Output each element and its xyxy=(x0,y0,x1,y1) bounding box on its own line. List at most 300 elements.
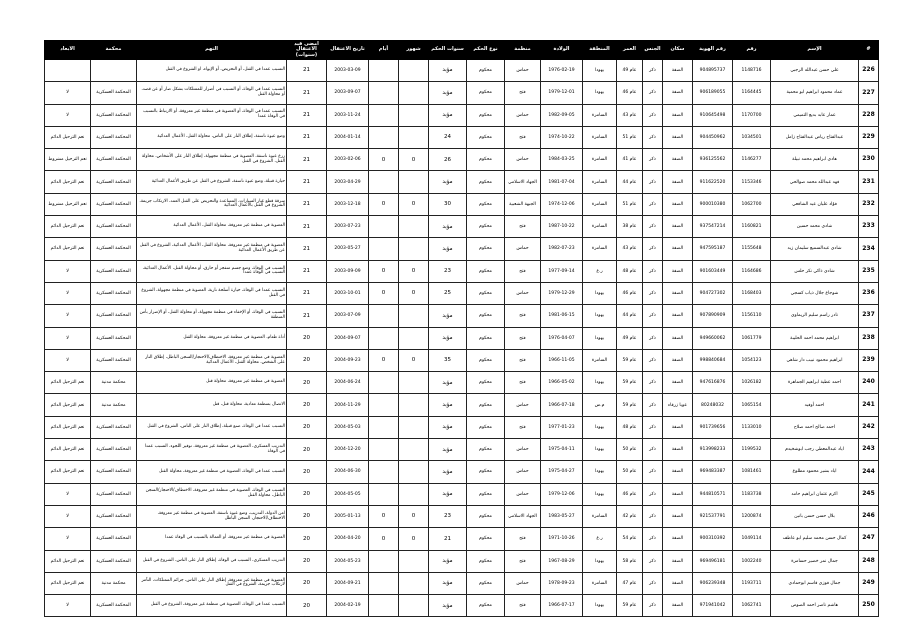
prisoner-number-cell: 1193711 xyxy=(733,572,771,594)
gender-cell: ذكر xyxy=(643,238,663,260)
detention-years-cell: 21 xyxy=(287,260,327,282)
months-cell xyxy=(399,394,429,416)
birth-date-cell: 1971-10-26 xyxy=(541,528,583,550)
sentence-type-cell: محكوم xyxy=(467,193,505,215)
prisoner-name-cell: احمد أوفيد xyxy=(771,394,859,416)
charges-cell: أداة طعام، العضوية في منظمة غير معروفة، محاولة القتل xyxy=(137,327,287,349)
birth-date-cell: 1977-01-23 xyxy=(541,416,583,438)
days-cell xyxy=(369,327,399,349)
organization-cell: فتح xyxy=(505,550,541,572)
court-cell: المحكمة العسكرية xyxy=(91,238,137,260)
prisoner-name-cell: نادر راسم سليم الريماوي xyxy=(771,305,859,327)
prisoner-name-cell: فؤاد عليان عيد الشافعي xyxy=(771,193,859,215)
header-gender: الجنس xyxy=(643,41,663,60)
arrest-date-cell: 2004-06-30 xyxy=(327,461,369,483)
age-cell: عام 46 xyxy=(617,282,643,304)
months-cell: 0 xyxy=(399,528,429,550)
court-cell: محكمة مدنية xyxy=(91,372,137,394)
row-num-cell: 234 xyxy=(859,238,879,260)
birth-date-cell: 1979-12-01 xyxy=(541,82,583,104)
detention-years-cell: 20 xyxy=(287,394,327,416)
sentence-type-cell: محكوم xyxy=(467,82,505,104)
months-cell xyxy=(399,104,429,126)
sentence-years-cell: مؤبد xyxy=(429,595,467,617)
organization-cell: حماس xyxy=(505,461,541,483)
age-cell: عام 43 xyxy=(617,104,643,126)
sentence-years-cell: 35 xyxy=(429,349,467,371)
birth-date-cell: 1979-12-29 xyxy=(541,282,583,304)
sentence-years-cell: مؤبد xyxy=(429,305,467,327)
arrest-date-cell: 2004-09-21 xyxy=(327,572,369,594)
gender-cell: ذكر xyxy=(643,550,663,572)
prisoner-name-cell: عمار عابد بديع التميمي xyxy=(771,104,859,126)
table-row xyxy=(45,416,879,438)
residence-cell: الضفة xyxy=(663,483,693,505)
sentence-type-cell: محكوم xyxy=(467,349,505,371)
header-name: الإسم xyxy=(771,41,859,60)
region-cell: م.س xyxy=(583,394,617,416)
row-num-cell: 248 xyxy=(859,550,879,572)
months-cell xyxy=(399,305,429,327)
months-cell: 0 xyxy=(399,260,429,282)
prisoners-table xyxy=(44,40,879,617)
prisoner-number-cell: 1164445 xyxy=(733,82,771,104)
id-number-cell: 904450962 xyxy=(693,126,733,148)
sentence-years-cell: مؤبد xyxy=(429,550,467,572)
court-cell: محكمة مدنية xyxy=(91,572,137,594)
region-cell: يهودا xyxy=(583,282,617,304)
table-row xyxy=(45,372,879,394)
birth-date-cell: 1976-02-19 xyxy=(541,60,583,82)
detention-years-cell: 20 xyxy=(287,528,327,550)
organization-cell: فتح xyxy=(505,327,541,349)
organization-cell: فتح xyxy=(505,595,541,617)
id-number-cell: 910645498 xyxy=(693,104,733,126)
sentence-years-cell: مؤبد xyxy=(429,82,467,104)
birth-date-cell: 1984-03-25 xyxy=(541,149,583,171)
days-cell xyxy=(369,171,399,193)
court-cell: المحكمة العسكرية xyxy=(91,550,137,572)
region-cell: يهودا xyxy=(583,82,617,104)
court-cell: المحكمة العسكرية xyxy=(91,126,137,148)
row-num-cell: 245 xyxy=(859,483,879,505)
table-row xyxy=(45,238,879,260)
prisoner-name-cell: احمد عطية ابراهيم الجماهرة xyxy=(771,372,859,394)
sentence-type-cell: محكوم xyxy=(467,282,505,304)
age-cell: عام 44 xyxy=(617,305,643,327)
sentence-years-cell: مؤبد xyxy=(429,461,467,483)
id-number-cell: 900010380 xyxy=(693,193,733,215)
days-cell: 0 xyxy=(369,260,399,282)
region-cell: يهودا xyxy=(583,416,617,438)
charges-cell: العضوية في منظمة غير معروفة، الاختطاف/الاحتجاز/السجن الباطل، إطلاق النار على الشخص، محاولة القتل، الأعمال العدائية xyxy=(137,349,287,371)
prisoner-number-cell: 1160821 xyxy=(733,216,771,238)
months-cell xyxy=(399,171,429,193)
gender-cell: ذكر xyxy=(643,572,663,594)
prisoner-number-cell: 1148716 xyxy=(733,60,771,82)
deportation-cell: نعم الترحيل الدائم xyxy=(45,126,91,148)
prisoner-number-cell: 1183738 xyxy=(733,483,771,505)
row-num-cell: 227 xyxy=(859,82,879,104)
days-cell xyxy=(369,394,399,416)
prisoner-number-cell: 1081461 xyxy=(733,461,771,483)
charges-cell: التسبب في الوفاة، العضوية في منظمة غير معروفة، الاختطاف/الاحتجاز/السجن الباطل، محاولة القتل xyxy=(137,483,287,505)
charges-cell: التسبب عمدا في الوفاة، أو العضوية في منظمة غير معروفة، أو الارتباط بالتسبب في الوفاة عمدا xyxy=(137,104,287,126)
row-num-cell: 236 xyxy=(859,282,879,304)
detention-years-cell: 21 xyxy=(287,238,327,260)
residence-cell: الضفة xyxy=(663,305,693,327)
birth-date-cell: 1982-09-05 xyxy=(541,104,583,126)
arrest-date-cell: 2004-09-07 xyxy=(327,327,369,349)
sentence-years-cell: 23 xyxy=(429,505,467,527)
birth-date-cell: 1966-07-18 xyxy=(541,394,583,416)
deportation-cell: نعم الترحيل مشروط xyxy=(45,193,91,215)
days-cell: 0 xyxy=(369,282,399,304)
days-cell xyxy=(369,216,399,238)
prisoner-name-cell: شادي عبدالسميع سليمان زيد xyxy=(771,238,859,260)
court-cell: محكمة مدنية xyxy=(91,394,137,416)
gender-cell: ذكر xyxy=(643,416,663,438)
residence-cell: الضفة xyxy=(663,349,693,371)
id-number-cell: 969496181 xyxy=(693,550,733,572)
deportation-cell: نعم الترحيل الدائم xyxy=(45,572,91,594)
prisoner-number-cell: 1034501 xyxy=(733,126,771,148)
prisoner-name-cell: اكرم عثمان ابراهيم حامد xyxy=(771,483,859,505)
detention-years-cell: 20 xyxy=(287,372,327,394)
sentence-type-cell: محكوم xyxy=(467,260,505,282)
prisoner-name-cell: هادي ابراهيم محمد نبيلة xyxy=(771,149,859,171)
court-cell: المحكمة العسكرية xyxy=(91,595,137,617)
deportation-cell: نعم الترحيل مشروط xyxy=(45,149,91,171)
organization-cell: حماس xyxy=(505,104,541,126)
deportation-cell: لا xyxy=(45,305,91,327)
deportation-cell: نعم الترحيل الدائم xyxy=(45,439,91,461)
deportation-cell: لا xyxy=(45,104,91,126)
id-number-cell: 906239348 xyxy=(693,572,733,594)
sentence-years-cell: مؤبد xyxy=(429,171,467,193)
charges-cell: التسبب عمدا في الوفاة، العضوية في منظمة غير معروفة، الشروع في القتل xyxy=(137,595,287,617)
charges-cell: التسبب عمدا في الوفاة، صنع قنبلة، إطلاق النار على الناس، الشروع في القتل xyxy=(137,416,287,438)
sentence-type-cell: محكوم xyxy=(467,439,505,461)
sentence-type-cell: محكوم xyxy=(467,126,505,148)
organization-cell: فتح xyxy=(505,216,541,238)
prisoner-name-cell: ابراهيم محمد احمد الحليبة xyxy=(771,327,859,349)
header-months: شهور xyxy=(399,41,429,60)
sentence-type-cell: محكوم xyxy=(467,171,505,193)
organization-cell: حماس xyxy=(505,572,541,594)
residence-cell: الضفة xyxy=(663,260,693,282)
prisoner-name-cell: بلال حسن حسن بانين xyxy=(771,505,859,527)
organization-cell: حماس xyxy=(505,483,541,505)
months-cell xyxy=(399,550,429,572)
table-body xyxy=(45,60,879,617)
charges-cell: الاتصال بمنظمة معادية، محاولة قتل، قتل xyxy=(137,394,287,416)
header-number: رقم xyxy=(733,41,771,60)
birth-date-cell: 1981-06-15 xyxy=(541,305,583,327)
days-cell xyxy=(369,416,399,438)
region-cell: السامرة xyxy=(583,193,617,215)
prisoner-number-cell: 1199532 xyxy=(733,439,771,461)
organization-cell: الجهاد الاسلامي xyxy=(505,505,541,527)
gender-cell: ذكر xyxy=(643,171,663,193)
court-cell: المحكمة العسكرية xyxy=(91,104,137,126)
region-cell: يهودا xyxy=(583,595,617,617)
arrest-date-cell: 2003-02-06 xyxy=(327,149,369,171)
sentence-type-cell: محكوم xyxy=(467,305,505,327)
residence-cell: الضفة xyxy=(663,505,693,527)
region-cell: يهودا xyxy=(583,60,617,82)
organization-cell: حماس xyxy=(505,439,541,461)
residence-cell: الضفة xyxy=(663,372,693,394)
days-cell xyxy=(369,461,399,483)
deportation-cell: نعم الترحيل الدائم xyxy=(45,372,91,394)
region-cell: يهودا xyxy=(583,461,617,483)
deportation-cell: لا xyxy=(45,282,91,304)
id-number-cell: 936125562 xyxy=(693,149,733,171)
organization-cell: فتح xyxy=(505,416,541,438)
birth-date-cell: 1966-07-17 xyxy=(541,595,583,617)
table-row xyxy=(45,461,879,483)
id-number-cell: 921537791 xyxy=(693,505,733,527)
gender-cell: ذكر xyxy=(643,149,663,171)
residence-cell: الضفة xyxy=(663,82,693,104)
organization-cell: حماس xyxy=(505,60,541,82)
detention-years-cell: 20 xyxy=(287,416,327,438)
header-residence: سكان xyxy=(663,41,693,60)
prisoner-number-cell: 1200874 xyxy=(733,505,771,527)
gender-cell: ذكر xyxy=(643,327,663,349)
arrest-date-cell: 2004-09-23 xyxy=(327,349,369,371)
prisoner-number-cell: 1153346 xyxy=(733,171,771,193)
organization-cell: فتح xyxy=(505,260,541,282)
row-num-cell: 226 xyxy=(859,60,879,82)
gender-cell: ذكر xyxy=(643,104,663,126)
gender-cell: ذكر xyxy=(643,216,663,238)
sentence-years-cell: مؤبد xyxy=(429,60,467,82)
arrest-date-cell: 2004-05-03 xyxy=(327,416,369,438)
age-cell: عام 58 xyxy=(617,550,643,572)
days-cell: 0 xyxy=(369,149,399,171)
sentence-type-cell: محكوم xyxy=(467,216,505,238)
age-cell: عام 46 xyxy=(617,483,643,505)
arrest-date-cell: 2004-01-14 xyxy=(327,126,369,148)
months-cell xyxy=(399,461,429,483)
arrest-date-cell: 2003-10-01 xyxy=(327,282,369,304)
table-row xyxy=(45,260,879,282)
region-cell: يهودا xyxy=(583,305,617,327)
charges-cell: التسبب في الوفاة، وضع جسم متفجر أو حارق، أو محاولة القتل، الأعمال العدائية، التسبب في الوفاة عمدا xyxy=(137,260,287,282)
region-cell: السامرة xyxy=(583,171,617,193)
prisoner-number-cell: 1146277 xyxy=(733,149,771,171)
months-cell xyxy=(399,572,429,594)
sentence-type-cell: محكوم xyxy=(467,483,505,505)
row-num-cell: 250 xyxy=(859,595,879,617)
table-row xyxy=(45,104,879,126)
row-num-cell: 246 xyxy=(859,505,879,527)
region-cell: السامرة xyxy=(583,126,617,148)
residence-cell: الضفة xyxy=(663,171,693,193)
days-cell xyxy=(369,483,399,505)
age-cell: عام 41 xyxy=(617,149,643,171)
months-cell xyxy=(399,483,429,505)
organization-cell: فتح xyxy=(505,349,541,371)
prisoner-number-cell: 1061779 xyxy=(733,327,771,349)
detention-years-cell: 20 xyxy=(287,572,327,594)
birth-date-cell: 1974-10-22 xyxy=(541,126,583,148)
region-cell: ر.غ xyxy=(583,260,617,282)
sentence-type-cell: محكوم xyxy=(467,394,505,416)
header-region: المنطقة xyxy=(583,41,617,60)
detention-years-cell: 20 xyxy=(287,483,327,505)
header-row xyxy=(45,41,879,60)
detention-years-cell: 21 xyxy=(287,126,327,148)
detention-years-cell: 21 xyxy=(287,171,327,193)
deportation-cell: لا xyxy=(45,349,91,371)
id-number-cell: 900310392 xyxy=(693,528,733,550)
court-cell: المحكمة العسكرية xyxy=(91,282,137,304)
age-cell: عام 54 xyxy=(617,528,643,550)
table-row xyxy=(45,439,879,461)
header-sentence-years: سنوات الحكم xyxy=(429,41,467,60)
deportation-cell: لا xyxy=(45,505,91,527)
gender-cell: ذكر xyxy=(643,483,663,505)
residence-cell: الضفة xyxy=(663,439,693,461)
id-number-cell: 947616876 xyxy=(693,372,733,394)
birth-date-cell: 1977-09-14 xyxy=(541,260,583,282)
region-cell: ر.غ xyxy=(583,528,617,550)
prisoner-name-cell: احمد صالح احمد صلاح xyxy=(771,416,859,438)
prisoner-number-cell: 1155648 xyxy=(733,238,771,260)
region-cell: السامرة xyxy=(583,238,617,260)
detention-years-cell: 21 xyxy=(287,149,327,171)
id-number-cell: 947595187 xyxy=(693,238,733,260)
charges-cell: العضوية في منظمة غير معروفة، محاولة القتل، الأعمال العدائية xyxy=(137,216,287,238)
row-num-cell: 243 xyxy=(859,439,879,461)
id-number-cell: 906189055 xyxy=(693,82,733,104)
residence-cell: الضفة xyxy=(663,461,693,483)
days-cell xyxy=(369,439,399,461)
months-cell: 0 xyxy=(399,505,429,527)
age-cell: عام 59 xyxy=(617,595,643,617)
residence-cell: الضفة xyxy=(663,416,693,438)
detention-years-cell: 21 xyxy=(287,305,327,327)
prisoner-number-cell: 1002240 xyxy=(733,550,771,572)
row-num-cell: 240 xyxy=(859,372,879,394)
id-number-cell: 904727302 xyxy=(693,282,733,304)
table-row xyxy=(45,149,879,171)
table-row xyxy=(45,505,879,527)
prisoner-number-cell: 1026182 xyxy=(733,372,771,394)
id-number-cell: 913998233 xyxy=(693,439,733,461)
charges-cell: العضوية في منظمة غير معروفة، إطلاق النار على الناس، جرائم الممتلكات، التآمر لارتكاب جريمة، الشروع في القتل xyxy=(137,572,287,594)
prisoner-name-cell: ابراهيم محمود نبيب دار شاهي xyxy=(771,349,859,371)
days-cell xyxy=(369,305,399,327)
months-cell xyxy=(399,216,429,238)
organization-cell: حماس xyxy=(505,238,541,260)
row-num-cell: 228 xyxy=(859,104,879,126)
prisoner-name-cell: اياد بشير محمود مطلوع xyxy=(771,461,859,483)
arrest-date-cell: 2004-11-29 xyxy=(327,394,369,416)
detention-years-cell: 20 xyxy=(287,327,327,349)
prisoner-number-cell: 1065154 xyxy=(733,394,771,416)
table-row xyxy=(45,394,879,416)
gender-cell: ذكر xyxy=(643,372,663,394)
sentence-type-cell: محكوم xyxy=(467,149,505,171)
arrest-date-cell: 2004-05-05 xyxy=(327,483,369,505)
gender-cell: ذكر xyxy=(643,193,663,215)
gender-cell: ذكر xyxy=(643,505,663,527)
charges-cell: التسبب عمدا في الوفاة، حيازة أسلحة نارية، العضوية في منظمة مجهولة، الشروع في القتل xyxy=(137,282,287,304)
residence-cell: عوبا زرقاء xyxy=(663,394,693,416)
prisoner-name-cell: شوجاع جلال ذياب كسجي xyxy=(771,282,859,304)
days-cell xyxy=(369,572,399,594)
row-num-cell: 230 xyxy=(859,149,879,171)
prisoner-number-cell: 1062700 xyxy=(733,193,771,215)
sentence-years-cell: مؤبد xyxy=(429,372,467,394)
id-number-cell: 911622520 xyxy=(693,171,733,193)
residence-cell: الضفة xyxy=(663,149,693,171)
deportation-cell: نعم الترحيل الدائم xyxy=(45,550,91,572)
sentence-type-cell: محكوم xyxy=(467,372,505,394)
charges-cell: حيازة قنبلة، وضع عبوة ناسفة، الشروع في القتل عن طريق الأعمال العدائية xyxy=(137,171,287,193)
prisoner-name-cell: هاشم ناصر احمد الصوص xyxy=(771,595,859,617)
days-cell xyxy=(369,104,399,126)
deportation-cell: نعم الترحيل الدائم xyxy=(45,216,91,238)
header-court: محكمة xyxy=(91,41,137,60)
organization-cell: الجبهة الشعبية xyxy=(505,193,541,215)
birth-date-cell: 1979-12-06 xyxy=(541,483,583,505)
header-id-number: رقم الهوية xyxy=(693,41,733,60)
row-num-cell: 249 xyxy=(859,572,879,594)
sentence-years-cell: مؤبد xyxy=(429,483,467,505)
sentence-years-cell: مؤبد xyxy=(429,238,467,260)
charges-cell: زرع عبوة ناسفة، العضوية في منظمة مجهولة، إطلاق النار على الأشخاص، محاولة القتل، الشروع في القتل xyxy=(137,149,287,171)
gender-cell: ذكر xyxy=(643,260,663,282)
court-cell: المحكمة العسكرية xyxy=(91,82,137,104)
prisoner-name-cell: شادي محمد حسين xyxy=(771,216,859,238)
region-cell: يهودا xyxy=(583,483,617,505)
organization-cell: حماس xyxy=(505,149,541,171)
detention-years-cell: 20 xyxy=(287,461,327,483)
region-cell: يهودا xyxy=(583,550,617,572)
row-num-cell: 233 xyxy=(859,216,879,238)
charges-cell: التسبب عمدا في الوفاة، العضوية في منظمة غير معروفة، محاولة القتل xyxy=(137,461,287,483)
deportation-cell: لا xyxy=(45,595,91,617)
organization-cell: فتح xyxy=(505,82,541,104)
arrest-date-cell: 2003-04-29 xyxy=(327,171,369,193)
sentence-years-cell: 21 xyxy=(429,528,467,550)
court-cell: المحكمة العسكرية xyxy=(91,439,137,461)
prisoner-name-cell: اياد عبدالمعطي رجب ابوشخيدم xyxy=(771,439,859,461)
sentence-type-cell: محكوم xyxy=(467,60,505,82)
sentence-type-cell: محكوم xyxy=(467,104,505,126)
deportation-cell: نعم الترحيل الدائم xyxy=(45,238,91,260)
days-cell xyxy=(369,126,399,148)
age-cell: عام 59 xyxy=(617,349,643,371)
deportation-cell: نعم الترحيل الدائم xyxy=(45,171,91,193)
detention-years-cell: 20 xyxy=(287,550,327,572)
arrest-date-cell: 2003-03-09 xyxy=(327,60,369,82)
table-row xyxy=(45,349,879,371)
residence-cell: الضفة xyxy=(663,550,693,572)
sentence-years-cell: 25 xyxy=(429,282,467,304)
arrest-date-cell: 2003-07-23 xyxy=(327,216,369,238)
prisoner-number-cell: 1168403 xyxy=(733,282,771,304)
row-num-cell: 242 xyxy=(859,416,879,438)
arrest-date-cell: 2003-09-09 xyxy=(327,260,369,282)
charges-cell: التسبب عمدا في الوفاة، أو التسبب في أضرار للممتلكات بشكل ضار أو عن قصد، أو محاولة القتل xyxy=(137,82,287,104)
gender-cell: ذكر xyxy=(643,439,663,461)
